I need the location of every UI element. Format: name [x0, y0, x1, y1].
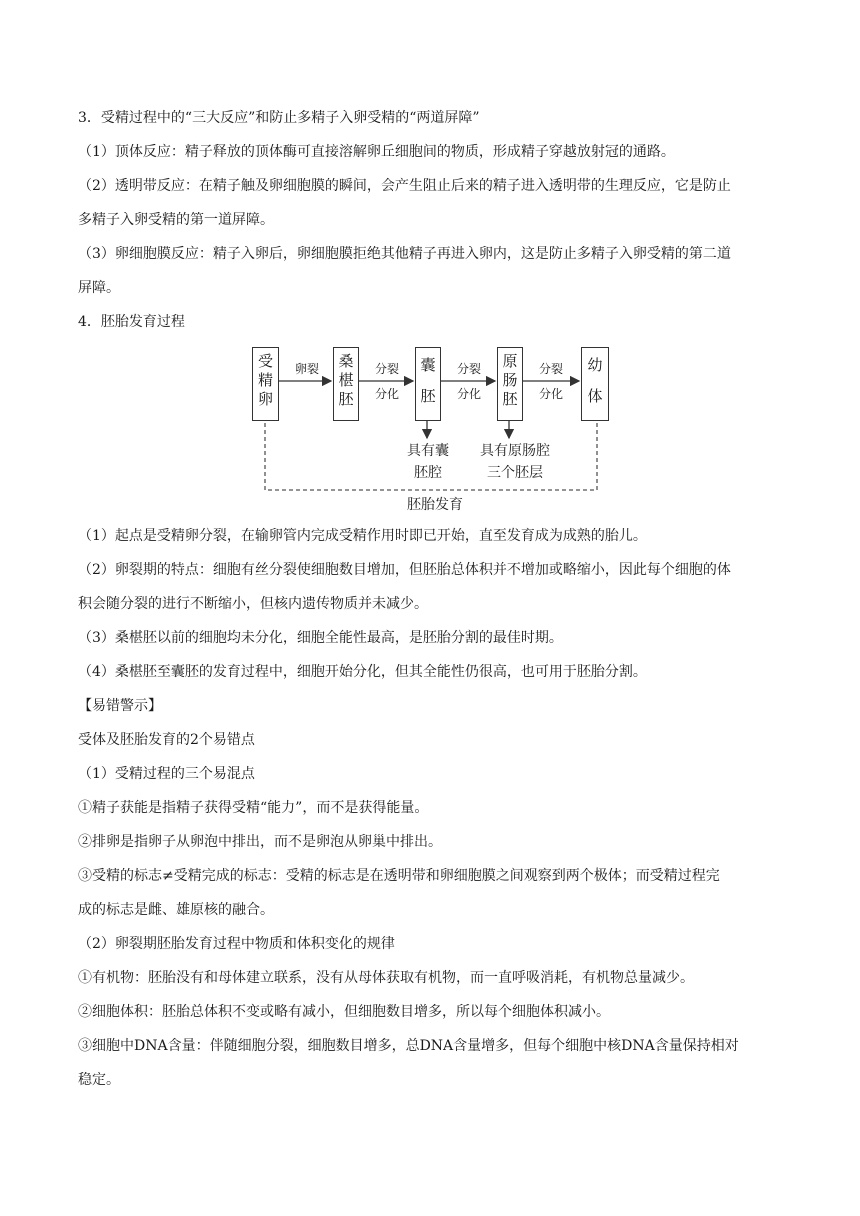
paragraph: ②排卵是指卵子从卵泡中排出，而不是卵泡从卵巢中排出。 — [78, 834, 442, 850]
paragraph: ①有机物：胚胎没有和母体建立联系，没有从母体获取有机物，而一直呼吸消耗，有机物总量减少。 — [78, 970, 694, 986]
paragraph: （2）卵裂期胚胎发育过程中物质和体积变化的规律 — [78, 936, 395, 952]
node-char: 体 — [587, 387, 603, 405]
blastocoel-note: 胚腔 — [414, 465, 442, 481]
diagram-caption: 胚胎发育 — [407, 497, 463, 513]
node-char: 胚 — [338, 390, 354, 408]
paragraph: （2）透明带反应：在精子触及卵细胞膜的瞬间，会产生阻止后来的精子进入透明带的生理反应，它是防止 — [78, 178, 731, 194]
paragraph: ③细胞中DNA含量：伴随细胞分裂，细胞数目增多，总DNA含量增多，但每个细胞中核DNA含量保持相对 — [78, 1038, 739, 1054]
node-char: 幼 — [587, 356, 603, 374]
paragraph: （2）卵裂期的特点：细胞有丝分裂使细胞数目增加，但胚胎总体积并不增加或略缩小，因此每个细胞的体 — [78, 562, 731, 578]
node-char: 肠 — [502, 371, 518, 389]
node-char: 桑 — [338, 352, 354, 370]
paragraph: ①精子获能是指精子获得受精“能力”，而不是获得能量。 — [78, 800, 429, 816]
node-char: 卵 — [257, 390, 273, 408]
arrow-label-division: 分裂 — [456, 362, 481, 376]
archenteron-note: 具有原肠腔 — [480, 443, 550, 459]
blastocoel-note: 具有囊 — [407, 443, 449, 459]
node-char: 囊 — [420, 356, 436, 374]
node-char: 受 — [257, 352, 273, 370]
node-char: 胚 — [502, 390, 518, 408]
arrow-label-cleavage: 卵裂 — [294, 362, 319, 376]
arrow-label-division: 分裂 — [538, 362, 563, 376]
arrow-label-differentiation: 分化 — [538, 387, 563, 401]
node-gastrula — [497, 347, 523, 421]
node-char: 椹 — [338, 371, 354, 389]
node-char: 胚 — [420, 387, 436, 405]
node-morula — [333, 347, 359, 421]
section-3-heading: 3．受精过程中的“三大反应”和防止多精子入卵受精的“两道屏障” — [78, 110, 480, 126]
paragraph: ③受精的标志≠受精完成的标志：受精的标志是在透明带和卵细胞膜之间观察到两个极体；而受精过程完 — [78, 868, 720, 884]
paragraph: （3）卵细胞膜反应：精子入卵后，卵细胞膜拒绝其他精子再进入卵内，这是防止多精子入卵受精的第二道 — [78, 246, 731, 262]
arrow-label-division: 分裂 — [374, 362, 399, 376]
paragraph: 成的标志是雌、雄原核的融合。 — [78, 902, 274, 918]
paragraph: （4）桑椹胚至囊胚的发育过程中，细胞开始分化，但其全能性仍很高，也可用于胚胎分割。 — [78, 664, 647, 680]
arrow-label-differentiation: 分化 — [456, 387, 481, 401]
section-4-heading: 4．胚胎发育过程 — [78, 314, 185, 330]
paragraph: （1）顶体反应：精子释放的顶体酶可直接溶解卵丘细胞间的物质，形成精子穿越放射冠的通路。 — [78, 144, 675, 160]
germ-layers-note: 三个胚层 — [487, 465, 543, 481]
paragraph: 积会随分裂的进行不断缩小，但核内遗传物质并未减少。 — [78, 596, 428, 612]
node-char: 精 — [257, 371, 273, 389]
paragraph: 多精子入卵受精的第一道屏障。 — [78, 212, 274, 228]
paragraph: （1）起点是受精卵分裂，在输卵管内完成受精作用时即已开始，直至发育成为成熟的胎儿。 — [78, 528, 647, 544]
paragraph: （1）受精过程的三个易混点 — [78, 766, 255, 782]
warning-intro: 受体及胚胎发育的2个易错点 — [78, 732, 255, 748]
arrow-label-differentiation: 分化 — [374, 387, 399, 401]
warning-title: 【易错警示】 — [78, 698, 162, 714]
node-char: 原 — [502, 352, 518, 370]
node-larva — [581, 347, 609, 421]
embryo-development-diagram — [235, 337, 625, 519]
paragraph: 屏障。 — [78, 280, 120, 296]
paragraph: （3）桑椹胚以前的细胞均未分化，细胞全能性最高，是胚胎分割的最佳时期。 — [78, 630, 563, 646]
paragraph: 稳定。 — [78, 1072, 120, 1088]
node-fertilized-egg — [252, 347, 279, 421]
node-blastocyst — [415, 347, 441, 421]
paragraph: ②细胞体积：胚胎总体积不变或略有减小，但细胞数目增多，所以每个细胞体积减小。 — [78, 1004, 610, 1020]
